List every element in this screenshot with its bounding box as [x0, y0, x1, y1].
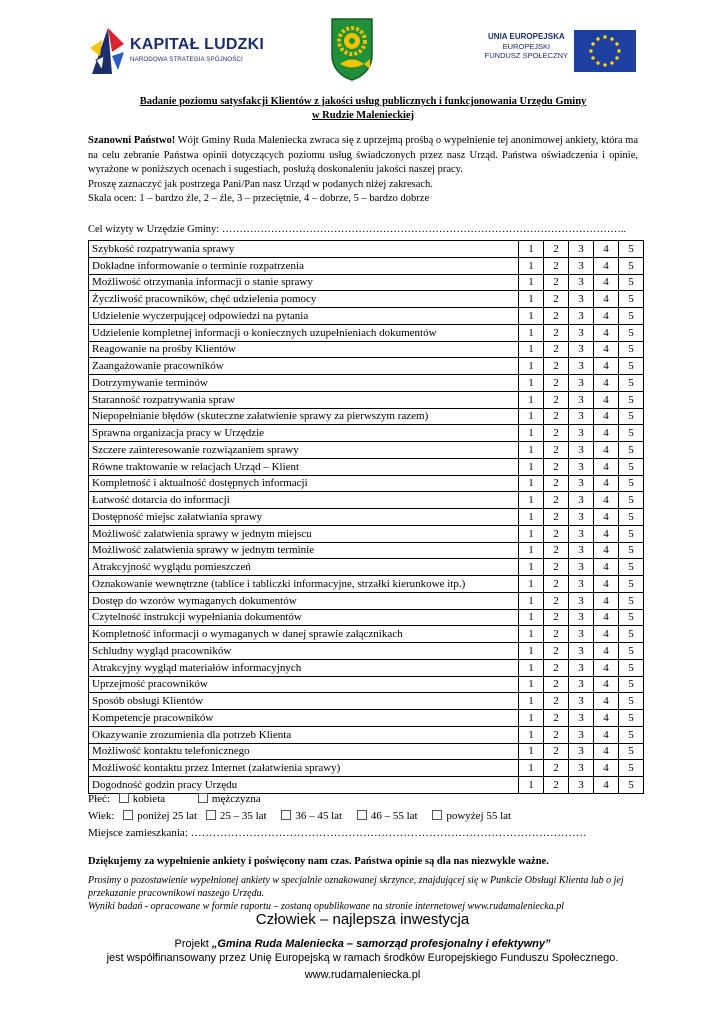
rating-option-1[interactable]: 1	[519, 425, 544, 442]
question-label: Zaangażowanie pracowników	[89, 358, 519, 375]
age-label: Wiek:	[88, 810, 115, 822]
rating-option-1[interactable]: 1	[519, 760, 544, 777]
rating-option-1[interactable]: 1	[519, 274, 544, 291]
rating-option-4[interactable]: 4	[594, 291, 619, 308]
rating-option-3[interactable]: 3	[569, 643, 594, 660]
rating-option-2[interactable]: 2	[544, 241, 569, 258]
rating-option-1[interactable]: 1	[519, 375, 544, 392]
rating-option-2[interactable]: 2	[544, 542, 569, 559]
age-option-checkbox[interactable]	[357, 810, 367, 820]
kapital-ludzki-emblem-icon	[88, 26, 126, 76]
age-row	[88, 810, 648, 822]
rating-option-1[interactable]: 1	[519, 609, 544, 626]
rating-option-2[interactable]: 2	[544, 425, 569, 442]
rating-row	[89, 425, 644, 442]
rating-option-5[interactable]: 5	[619, 391, 644, 408]
rating-row	[89, 743, 644, 760]
survey-title-line1: Badanie poziomu satysfakcji Klientów z jakości usług publicznych i funkcjonowania Urzędu Gminy	[139, 96, 587, 107]
rating-option-3[interactable]: 3	[569, 743, 594, 760]
rating-option-2[interactable]: 2	[544, 743, 569, 760]
question-label: Oznakowanie wewnętrzne (tablice i tabliczki informacyjne, strzałki kierunkowe itp.)	[89, 576, 519, 593]
rating-option-4[interactable]: 4	[594, 710, 619, 727]
rating-option-2[interactable]: 2	[544, 760, 569, 777]
rating-row	[89, 408, 644, 425]
rating-option-5[interactable]: 5	[619, 626, 644, 643]
question-label: Udzielenie kompletnej informacji o koniecznych uzupełnieniach dokumentów	[89, 324, 519, 341]
rating-row	[89, 391, 644, 408]
rating-row	[89, 760, 644, 777]
rating-option-3[interactable]: 3	[569, 693, 594, 710]
rating-row	[89, 492, 644, 509]
rating-option-1[interactable]: 1	[519, 726, 544, 743]
rating-option-1[interactable]: 1	[519, 358, 544, 375]
rating-option-1[interactable]: 1	[519, 710, 544, 727]
rating-option-4[interactable]: 4	[594, 425, 619, 442]
rating-option-1[interactable]: 1	[519, 626, 544, 643]
rating-option-5[interactable]: 5	[619, 291, 644, 308]
rating-option-3[interactable]: 3	[569, 324, 594, 341]
age-option-checkbox[interactable]	[206, 810, 216, 820]
rating-option-5[interactable]: 5	[619, 492, 644, 509]
thanks-message: Dziękujemy za wypełnienie ankiety i poświęcony nam czas. Państwa opinie są dla nas niezwykle ważne.	[88, 856, 549, 867]
rating-option-1[interactable]: 1	[519, 509, 544, 526]
kapital-ludzki-logo	[88, 24, 263, 80]
rating-option-5[interactable]: 5	[619, 726, 644, 743]
rating-option-3[interactable]: 3	[569, 609, 594, 626]
rating-option-3[interactable]: 3	[569, 425, 594, 442]
rating-option-1[interactable]: 1	[519, 442, 544, 459]
intro-paragraph	[88, 134, 638, 178]
rating-option-1[interactable]: 1	[519, 643, 544, 660]
rating-row	[89, 710, 644, 727]
rating-option-3[interactable]: 3	[569, 408, 594, 425]
rating-option-2[interactable]: 2	[544, 492, 569, 509]
rating-option-3[interactable]: 3	[569, 341, 594, 358]
eu-fund-line1: EUROPEJSKI	[502, 41, 551, 51]
visit-purpose-field[interactable]: Cel wizyty w Urzędzie Gminy: ……………………………………………………………………………………………………..	[88, 224, 627, 235]
rating-scale-legend: Skala ocen: 1 – bardzo źle, 2 – źle, 3 – przeciętnie, 4 – dobrze, 5 – bardzo dobrze	[88, 193, 430, 205]
rating-option-4[interactable]: 4	[594, 525, 619, 542]
rating-row	[89, 592, 644, 609]
question-label: Udzielenie wyczerpującej odpowiedzi na pytania	[89, 308, 519, 325]
question-label: Możliwość kontaktu telefonicznego	[89, 743, 519, 760]
rating-row	[89, 442, 644, 459]
question-label: Dotrzymywanie terminów	[89, 375, 519, 392]
question-label: Możliwość załatwienia sprawy w jednym miejscu	[89, 525, 519, 542]
question-label: Równe traktowanie w relacjach Urząd – Klient	[89, 458, 519, 475]
rating-row	[89, 324, 644, 341]
rating-option-2[interactable]: 2	[544, 308, 569, 325]
rating-option-5[interactable]: 5	[619, 592, 644, 609]
rating-row	[89, 559, 644, 576]
rating-option-3[interactable]: 3	[569, 458, 594, 475]
rating-option-1[interactable]: 1	[519, 257, 544, 274]
age-option-label: powyżej 55 lat	[446, 810, 512, 822]
question-label: Sposób obsługi Klientów	[89, 693, 519, 710]
rating-row	[89, 542, 644, 559]
question-label: Okazywanie zrozumienia dla potrzeb Klienta	[89, 726, 519, 743]
rating-option-5[interactable]: 5	[619, 676, 644, 693]
question-label: Dostępność miejsc załatwiania sprawy	[89, 509, 519, 526]
question-label: Niepopełnianie błędów (skuteczne załatwienie sprawy za pierwszym razem)	[89, 408, 519, 425]
rating-option-1[interactable]: 1	[519, 576, 544, 593]
rating-option-3[interactable]: 3	[569, 626, 594, 643]
rating-option-5[interactable]: 5	[619, 458, 644, 475]
rating-option-4[interactable]: 4	[594, 509, 619, 526]
rating-option-2[interactable]: 2	[544, 509, 569, 526]
rating-option-1[interactable]: 1	[519, 391, 544, 408]
rating-option-4[interactable]: 4	[594, 609, 619, 626]
gmina-crest-icon	[330, 17, 374, 81]
rating-row	[89, 659, 644, 676]
survey-title	[88, 95, 638, 123]
rating-option-3[interactable]: 3	[569, 509, 594, 526]
kapital-ludzki-subtitle: NARODOWA STRATEGIA SPÓJNOŚCI	[130, 56, 243, 63]
rating-table	[88, 240, 644, 794]
rating-option-5[interactable]: 5	[619, 324, 644, 341]
rating-option-5[interactable]: 5	[619, 442, 644, 459]
rating-option-3[interactable]: 3	[569, 542, 594, 559]
rating-option-4[interactable]: 4	[594, 777, 619, 794]
rating-option-4[interactable]: 4	[594, 324, 619, 341]
rating-option-5[interactable]: 5	[619, 542, 644, 559]
rating-option-3[interactable]: 3	[569, 475, 594, 492]
rating-option-4[interactable]: 4	[594, 375, 619, 392]
question-label: Szybkość rozpatrywania sprawy	[89, 241, 519, 258]
slogan: Człowiek – najlepsza inwestycja	[255, 911, 470, 928]
rating-option-5[interactable]: 5	[619, 241, 644, 258]
rating-option-4[interactable]: 4	[594, 358, 619, 375]
rating-option-3[interactable]: 3	[569, 726, 594, 743]
question-label: Kompletność informacji o wymaganych w danej sprawie załącznikach	[89, 626, 519, 643]
question-label: Dokładne informowanie o terminie rozpatrzenia	[89, 257, 519, 274]
rating-option-4[interactable]: 4	[594, 542, 619, 559]
rating-row	[89, 458, 644, 475]
rating-option-4[interactable]: 4	[594, 592, 619, 609]
rating-option-2[interactable]: 2	[544, 408, 569, 425]
rating-option-1[interactable]: 1	[519, 458, 544, 475]
rating-option-4[interactable]: 4	[594, 576, 619, 593]
rating-option-1[interactable]: 1	[519, 324, 544, 341]
rating-option-5[interactable]: 5	[619, 525, 644, 542]
rating-option-3[interactable]: 3	[569, 241, 594, 258]
rating-table-body	[89, 241, 644, 794]
rating-option-4[interactable]: 4	[594, 408, 619, 425]
rating-option-2[interactable]: 2	[544, 576, 569, 593]
age-option-checkbox[interactable]	[432, 810, 442, 820]
rating-option-4[interactable]: 4	[594, 676, 619, 693]
rating-option-1[interactable]: 1	[519, 475, 544, 492]
eu-name: UNIA EUROPEJSKA	[488, 32, 565, 41]
rating-option-1[interactable]: 1	[519, 542, 544, 559]
kapital-ludzki-title: KAPITAŁ LUDZKI	[130, 36, 265, 53]
rating-row	[89, 509, 644, 526]
rating-option-2[interactable]: 2	[544, 341, 569, 358]
question-label: Możliwość kontaktu przez Internet (załatwienia sprawy)	[89, 760, 519, 777]
project-line2: jest współfinansowany przez Unię Europejską w ramach środków Europejskiego Funduszu Społecznego.	[106, 952, 619, 964]
rating-option-3[interactable]: 3	[569, 442, 594, 459]
rating-option-2[interactable]: 2	[544, 358, 569, 375]
rating-option-5[interactable]: 5	[619, 308, 644, 325]
rating-option-3[interactable]: 3	[569, 559, 594, 576]
question-label: Łatwość dotarcia do informacji	[89, 492, 519, 509]
rating-option-1[interactable]: 1	[519, 241, 544, 258]
rating-option-3[interactable]: 3	[569, 257, 594, 274]
submission-note-line2: Wyniki badań - opracowane w formie raportu – zostaną opublikowane na stronie internetowej www.rudamaleniecka.pl	[88, 901, 564, 912]
gender-female-label: kobieta	[132, 793, 166, 805]
rating-option-4[interactable]: 4	[594, 743, 619, 760]
rating-option-3[interactable]: 3	[569, 358, 594, 375]
rating-option-4[interactable]: 4	[594, 626, 619, 643]
rating-option-4[interactable]: 4	[594, 257, 619, 274]
rating-row	[89, 576, 644, 593]
gender-male-checkbox[interactable]	[198, 793, 208, 803]
question-label: Dogodność godzin pracy Urzędu	[89, 777, 519, 794]
rating-row	[89, 626, 644, 643]
rating-option-3[interactable]: 3	[569, 492, 594, 509]
rating-option-3[interactable]: 3	[569, 391, 594, 408]
rating-row	[89, 693, 644, 710]
intro-text	[88, 134, 638, 207]
rating-option-3[interactable]: 3	[569, 592, 594, 609]
age-option-checkbox[interactable]	[281, 810, 291, 820]
rating-option-4[interactable]: 4	[594, 643, 619, 660]
project-line1	[0, 937, 725, 951]
rating-option-2[interactable]: 2	[544, 442, 569, 459]
age-option-checkbox[interactable]	[123, 810, 133, 820]
rating-option-4[interactable]: 4	[594, 659, 619, 676]
rating-row	[89, 726, 644, 743]
rating-option-1[interactable]: 1	[519, 408, 544, 425]
project-prefix: Projekt	[174, 938, 212, 950]
rating-option-3[interactable]: 3	[569, 308, 594, 325]
question-label: Uprzejmość pracowników	[89, 676, 519, 693]
rating-row	[89, 257, 644, 274]
rating-option-3[interactable]: 3	[569, 576, 594, 593]
intro-instruction: Proszę zaznaczyć jak postrzega Pani/Pan nasz Urząd w podanych niżej zakresach.	[88, 178, 433, 190]
rating-row	[89, 609, 644, 626]
rating-option-4[interactable]: 4	[594, 492, 619, 509]
rating-option-1[interactable]: 1	[519, 492, 544, 509]
rating-option-4[interactable]: 4	[594, 458, 619, 475]
project-name: „Gmina Ruda Maleniecka – samorząd profesjonalny i efektywny”	[211, 938, 551, 950]
question-label: Życzliwość pracowników, chęć udzielenia pomocy	[89, 291, 519, 308]
rating-option-2[interactable]: 2	[544, 659, 569, 676]
rating-option-2[interactable]: 2	[544, 626, 569, 643]
rating-option-2[interactable]: 2	[544, 559, 569, 576]
question-label: Kompletność i aktualność dostępnych informacji	[89, 475, 519, 492]
rating-option-2[interactable]: 2	[544, 475, 569, 492]
rating-option-3[interactable]: 3	[569, 525, 594, 542]
submission-note	[88, 874, 643, 913]
rating-row	[89, 375, 644, 392]
rating-option-4[interactable]: 4	[594, 308, 619, 325]
rating-option-4[interactable]: 4	[594, 475, 619, 492]
rating-option-2[interactable]: 2	[544, 726, 569, 743]
rating-option-5[interactable]: 5	[619, 760, 644, 777]
rating-option-3[interactable]: 3	[569, 777, 594, 794]
question-label: Schludny wygląd pracowników	[89, 643, 519, 660]
rating-option-1[interactable]: 1	[519, 676, 544, 693]
rating-option-2[interactable]: 2	[544, 391, 569, 408]
rating-option-4[interactable]: 4	[594, 341, 619, 358]
age-option-label: 36 – 45 lat	[295, 810, 343, 822]
rating-row	[89, 475, 644, 492]
rating-option-1[interactable]: 1	[519, 308, 544, 325]
rating-option-5[interactable]: 5	[619, 777, 644, 794]
eu-flag-icon	[574, 30, 636, 72]
rating-option-2[interactable]: 2	[544, 676, 569, 693]
question-label: Atrakcyjny wygląd materiałów informacyjnych	[89, 659, 519, 676]
rating-option-5[interactable]: 5	[619, 408, 644, 425]
rating-option-3[interactable]: 3	[569, 659, 594, 676]
question-label: Możliwość załatwienia sprawy w jednym terminie	[89, 542, 519, 559]
rating-option-2[interactable]: 2	[544, 525, 569, 542]
rating-option-2[interactable]: 2	[544, 324, 569, 341]
intro-body: Wójt Gminy Ruda Maleniecka zwraca się z uprzejmą prośbą o wypełnienie tej anonimowej ankiety, która ma na celu zebranie Państwa opinii dotyczących poziomu usług świadczonych przez nasz Urząd. Państwa oświadczenia i opinie, wyrażone w poniższych ocenach i sugestiach, posłużą doskonaleniu jakości naszej pracy.	[88, 135, 638, 176]
rating-row	[89, 676, 644, 693]
rating-option-5[interactable]: 5	[619, 710, 644, 727]
rating-option-2[interactable]: 2	[544, 643, 569, 660]
rating-row	[89, 241, 644, 258]
question-label: Atrakcyjność wyglądu pomieszczeń	[89, 559, 519, 576]
rating-row	[89, 341, 644, 358]
age-option-label: poniżej 25 lat	[137, 810, 198, 822]
question-label: Reagowanie na prośby Klientów	[89, 341, 519, 358]
rating-option-1[interactable]: 1	[519, 659, 544, 676]
rating-option-5[interactable]: 5	[619, 576, 644, 593]
greeting: Szanowni Państwo!	[88, 135, 176, 146]
rating-option-3[interactable]: 3	[569, 676, 594, 693]
rating-option-5[interactable]: 5	[619, 257, 644, 274]
project-info	[0, 937, 725, 965]
gender-row	[88, 793, 648, 805]
rating-option-3[interactable]: 3	[569, 291, 594, 308]
rating-option-2[interactable]: 2	[544, 458, 569, 475]
rating-option-4[interactable]: 4	[594, 241, 619, 258]
rating-option-4[interactable]: 4	[594, 726, 619, 743]
gender-female-checkbox[interactable]	[119, 793, 129, 803]
rating-option-1[interactable]: 1	[519, 559, 544, 576]
rating-option-5[interactable]: 5	[619, 358, 644, 375]
question-label: Możliwość otrzymania informacji o stanie sprawy	[89, 274, 519, 291]
rating-option-2[interactable]: 2	[544, 257, 569, 274]
question-label: Dostęp do wzorów wymaganych dokumentów	[89, 592, 519, 609]
rating-option-5[interactable]: 5	[619, 693, 644, 710]
age-option-label: 25 – 35 lat	[219, 810, 267, 822]
rating-option-2[interactable]: 2	[544, 274, 569, 291]
eu-logo	[458, 27, 636, 77]
question-label: Staranność rozpatrywania spraw	[89, 391, 519, 408]
rating-option-5[interactable]: 5	[619, 425, 644, 442]
rating-option-2[interactable]: 2	[544, 609, 569, 626]
rating-option-4[interactable]: 4	[594, 442, 619, 459]
rating-option-1[interactable]: 1	[519, 693, 544, 710]
rating-option-5[interactable]: 5	[619, 475, 644, 492]
rating-option-1[interactable]: 1	[519, 341, 544, 358]
rating-option-1[interactable]: 1	[519, 592, 544, 609]
rating-option-5[interactable]: 5	[619, 375, 644, 392]
rating-option-1[interactable]: 1	[519, 291, 544, 308]
rating-option-5[interactable]: 5	[619, 659, 644, 676]
question-label: Szczere zainteresowanie rozwiązaniem sprawy	[89, 442, 519, 459]
rating-row	[89, 777, 644, 794]
age-option-label: 46 – 55 lat	[370, 810, 418, 822]
rating-option-4[interactable]: 4	[594, 391, 619, 408]
rating-option-3[interactable]: 3	[569, 760, 594, 777]
question-label: Sprawna organizacja pracy w Urzędzie	[89, 425, 519, 442]
rating-option-5[interactable]: 5	[619, 341, 644, 358]
rating-row	[89, 291, 644, 308]
rating-row	[89, 643, 644, 660]
rating-row	[89, 274, 644, 291]
rating-row	[89, 525, 644, 542]
eu-logo-text	[485, 32, 568, 61]
rating-option-4[interactable]: 4	[594, 274, 619, 291]
gender-label: Płeć:	[88, 793, 110, 805]
submission-note-line1: Prosimy o pozostawienie wypełnionej ankiety w specjalnie oznakowanej skrzynce, znajdującej się w Punkcie Obsługi Klienta lub o jej przekazanie pracownikowi naszego Urzędu.	[88, 875, 624, 899]
rating-option-2[interactable]: 2	[544, 693, 569, 710]
survey-title-line2: w Rudzie Malenieckiej	[311, 110, 415, 121]
rating-option-3[interactable]: 3	[569, 710, 594, 727]
rating-option-2[interactable]: 2	[544, 592, 569, 609]
rating-option-4[interactable]: 4	[594, 693, 619, 710]
rating-option-2[interactable]: 2	[544, 291, 569, 308]
rating-option-2[interactable]: 2	[544, 375, 569, 392]
rating-option-5[interactable]: 5	[619, 743, 644, 760]
footer-url: www.rudamaleniecka.pl	[304, 969, 421, 981]
rating-option-5[interactable]: 5	[619, 559, 644, 576]
rating-option-1[interactable]: 1	[519, 743, 544, 760]
rating-option-5[interactable]: 5	[619, 643, 644, 660]
eu-fund-line2: FUNDUSZ SPOŁECZNY	[484, 51, 568, 60]
rating-row	[89, 308, 644, 325]
rating-option-1[interactable]: 1	[519, 525, 544, 542]
rating-option-5[interactable]: 5	[619, 509, 644, 526]
rating-row	[89, 358, 644, 375]
rating-option-5[interactable]: 5	[619, 609, 644, 626]
rating-option-1[interactable]: 1	[519, 777, 544, 794]
gender-male-label: mężczyzna	[211, 793, 261, 805]
rating-option-4[interactable]: 4	[594, 760, 619, 777]
question-label: Czytelność instrukcji wypełniania dokumentów	[89, 609, 519, 626]
rating-option-3[interactable]: 3	[569, 375, 594, 392]
rating-option-4[interactable]: 4	[594, 559, 619, 576]
residence-field[interactable]: Miejsce zamieszkania: ………………………………………………………………………………………………	[88, 827, 587, 839]
rating-option-2[interactable]: 2	[544, 777, 569, 794]
rating-option-2[interactable]: 2	[544, 710, 569, 727]
rating-option-5[interactable]: 5	[619, 274, 644, 291]
question-label: Kompetencje pracowników	[89, 710, 519, 727]
rating-option-3[interactable]: 3	[569, 274, 594, 291]
